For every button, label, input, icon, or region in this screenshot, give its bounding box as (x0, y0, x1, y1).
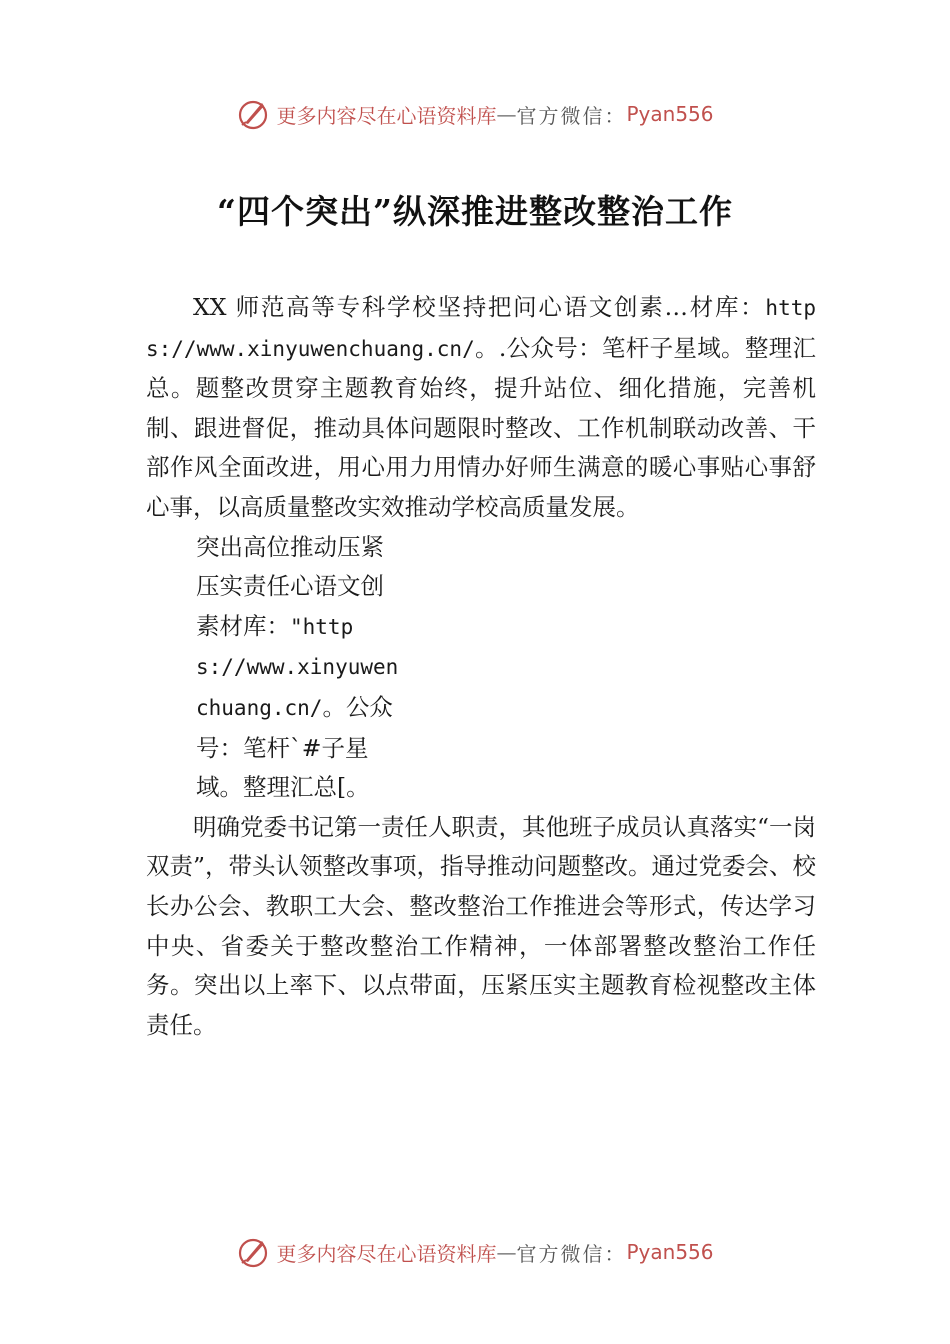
narrow-url: "https://www.xinyuwenchuang.cn/ (196, 614, 399, 720)
header-banner (0, 94, 950, 134)
footer-banner (0, 1232, 950, 1272)
document-body (146, 288, 816, 1045)
banner-wechat-id: Pyan556 (626, 102, 714, 126)
section-heading-block (196, 528, 399, 808)
intro-text-a: XX 师范高等专科学校坚持把问心语文创素…材库： (193, 293, 766, 321)
banner-wechat-id: Pyan556 (626, 1240, 714, 1264)
intro-paragraph (146, 288, 816, 528)
banner-wechat-label: 官方微信： (516, 1241, 627, 1266)
banner-wechat-label: 官方微信： (516, 103, 627, 128)
intro-url: https://www.xinyuwenchuang.cn/ (146, 296, 816, 361)
narrow-text-b: 。公众号：笔杆`#子星域。整理汇总[。 (196, 692, 393, 802)
quill-logo-icon (236, 97, 270, 131)
banner-separator: — (496, 102, 517, 126)
banner-site-text: 更多内容尽在心语资料库 (276, 1241, 497, 1266)
quill-logo-icon (236, 1235, 270, 1269)
intro-text-b: 。.公众号：笔杆子星域。整理汇总。题整改贯穿主题教育始终，提升站位、细化措施，完善机制、跟进督促，推动具体问题限时整改、工作机制联动改善、干部作风全面改进，用心用力用情办好师生满意的暖心事贴心事舒心事，以高质量整改实效推动学校高质量发展。 (146, 333, 816, 521)
responsibility-paragraph: 明确党委书记第一责任人职责，其他班子成员认真落实“一岗双责”，带头认领整改事项，指导推动问题整改。通过党委会、校长办公会、教职工大会、整改整治工作推进会等形式，传达学习中央、省委关于整改整治工作精神，一体部署整改整治工作任务。突出以上率下、以点带面，压紧压实主题教育检视整改主体责任。 (146, 812, 817, 1039)
section-heading: 突出高位推动压紧压实责任 (196, 532, 384, 601)
narrow-text-a: 心语文创素材库： (196, 572, 384, 640)
banner-site-text: 更多内容尽在心语资料库 (276, 103, 497, 128)
document-title: “四个突出”纵深推进整改整治工作 (217, 192, 733, 231)
banner-separator: — (496, 1240, 517, 1264)
